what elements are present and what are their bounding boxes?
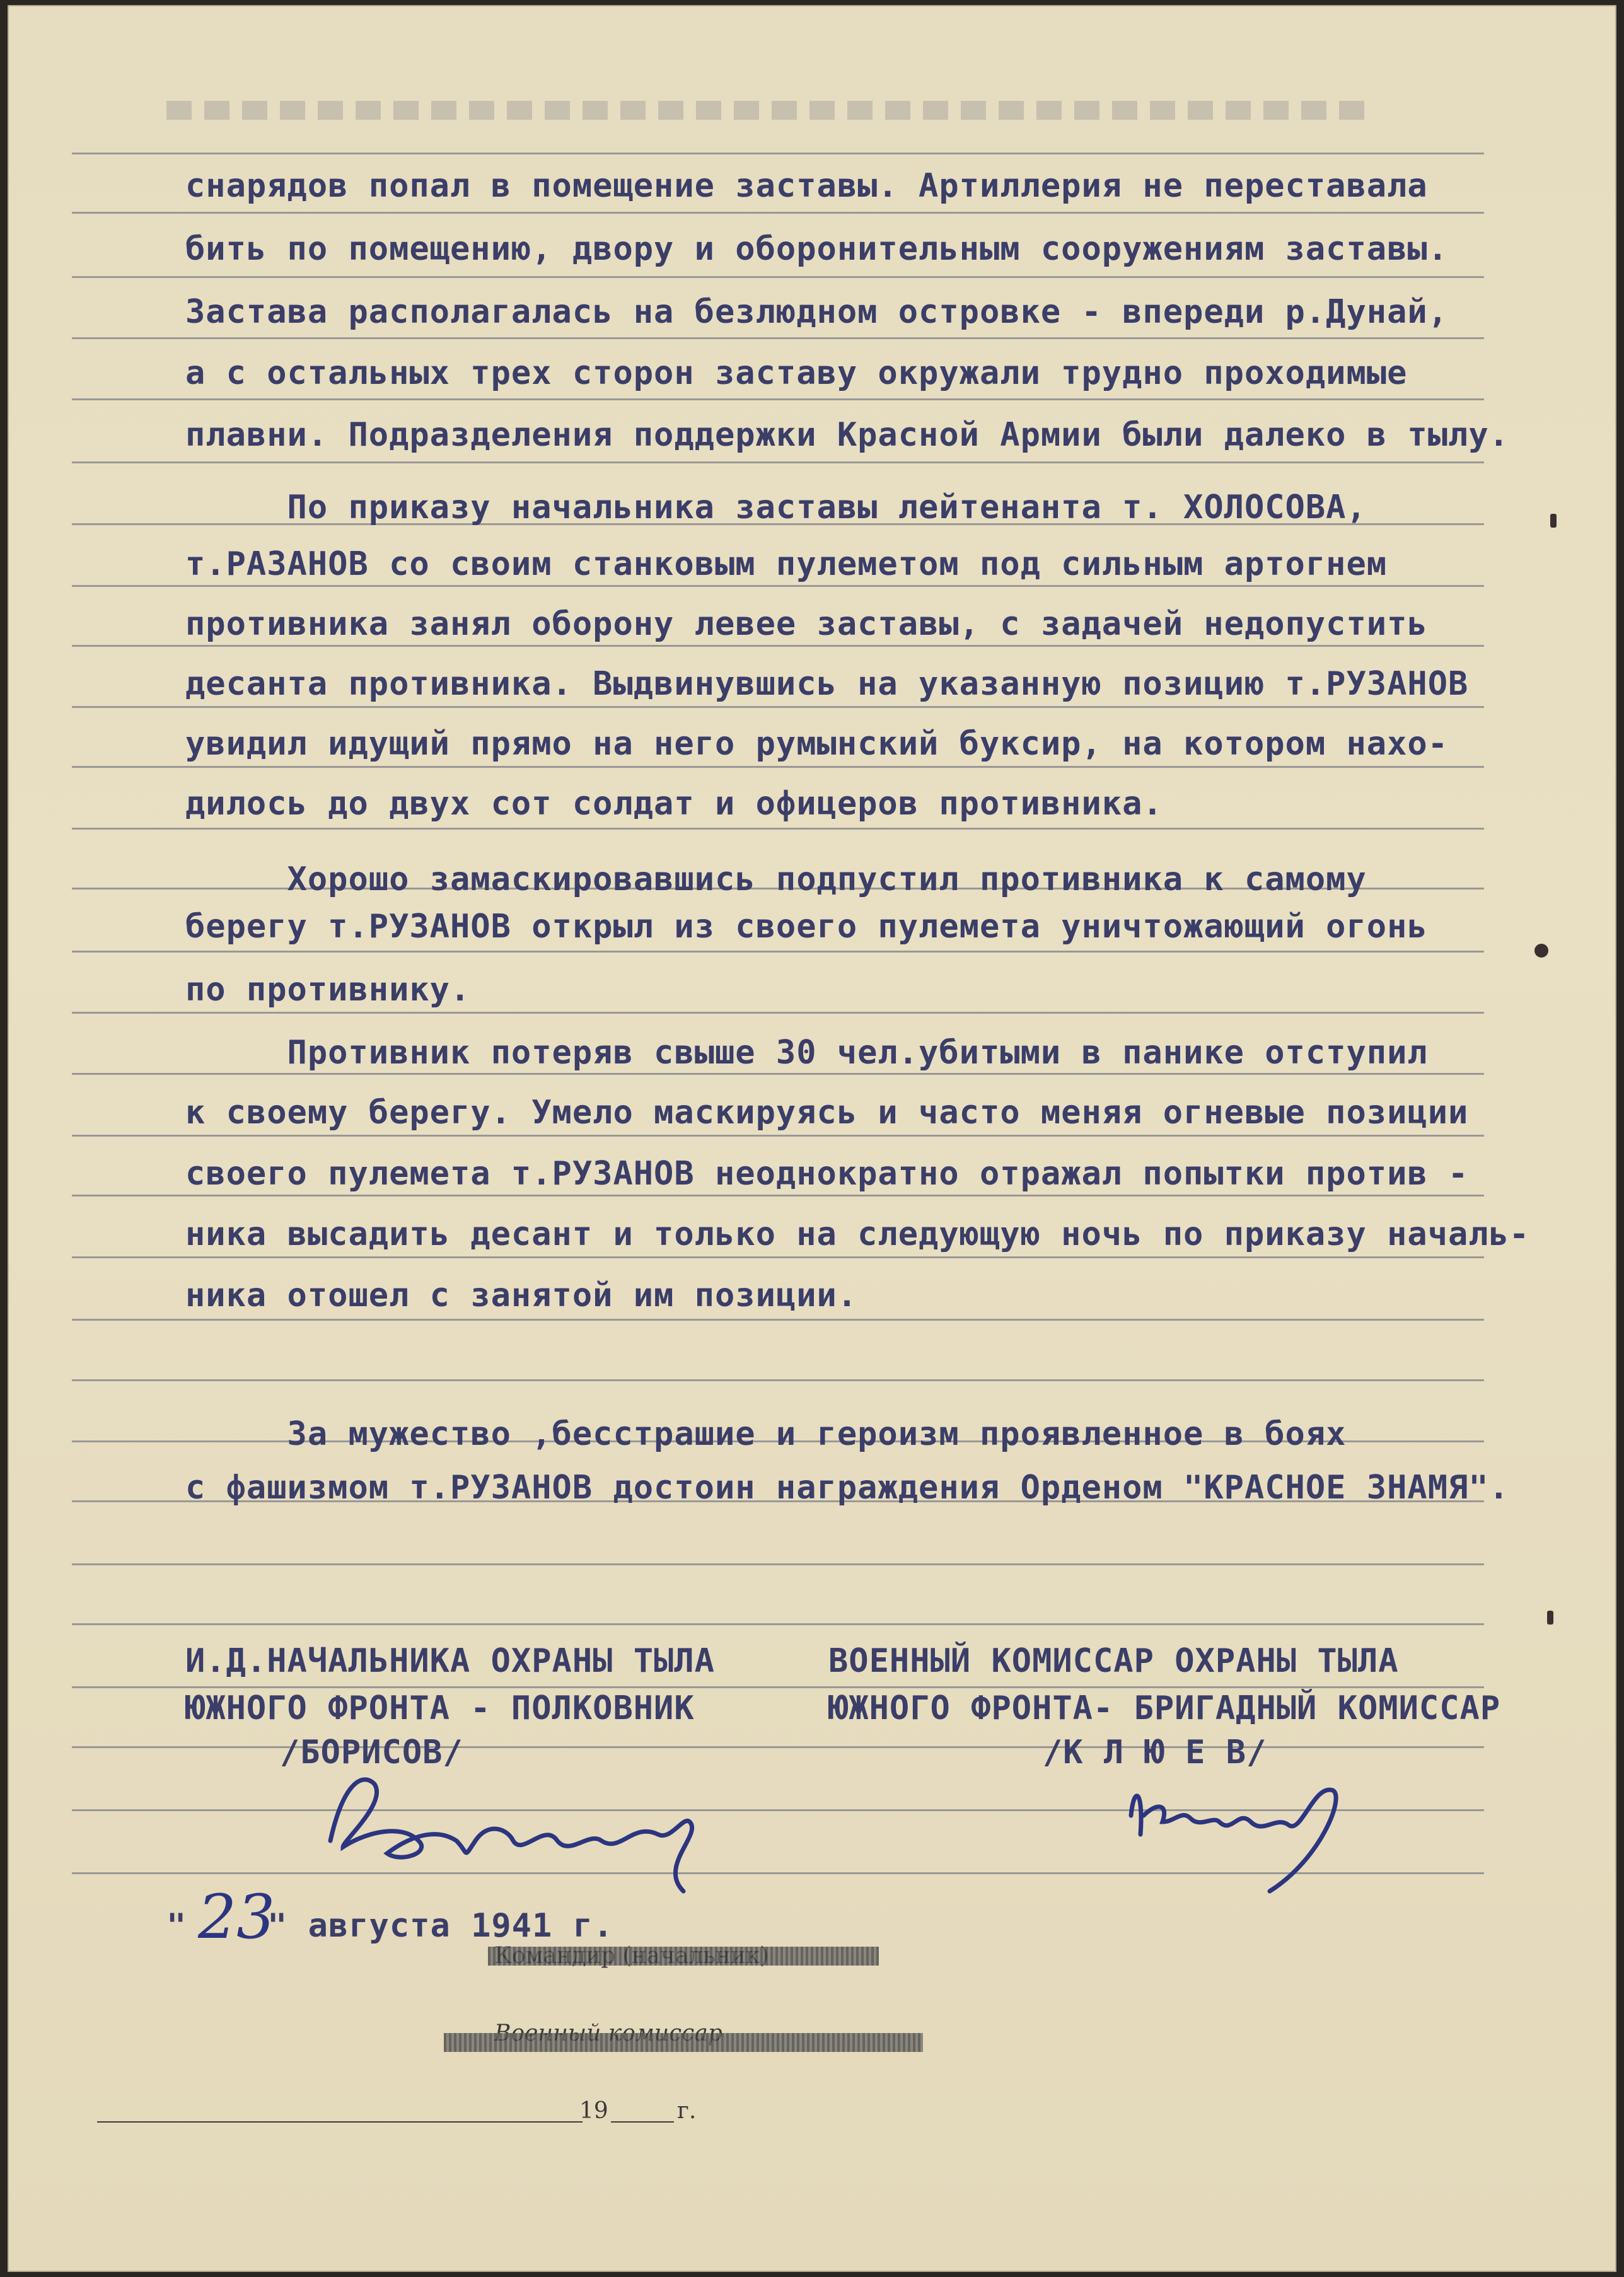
body-line: ника высадить десант и только на следующую ночь по приказу началь- xyxy=(185,1215,1530,1253)
date-blank-year: 19 xyxy=(579,2098,608,2124)
right-signatory-title: ЮЖНОГО ФРОНТА- БРИГАДНЫЙ КОМИССАР xyxy=(828,1689,1501,1727)
rule-line xyxy=(72,1379,1484,1381)
rule-line xyxy=(72,1256,1484,1258)
rule-line xyxy=(72,706,1484,708)
rule-line xyxy=(72,153,1484,154)
body-line: Хорошо замаскировавшись подпустил противника к самому xyxy=(185,860,1367,898)
overtype-strike xyxy=(444,2033,923,2052)
handwritten-signature-left xyxy=(305,1746,746,1898)
rule-line xyxy=(72,1135,1484,1137)
rule-line xyxy=(72,398,1484,400)
body-line: ника отошел с занятой им позиции. xyxy=(185,1277,858,1314)
body-line: к своему берегу. Умело маскируясь и часто меняя огневые позиции xyxy=(185,1094,1469,1132)
date-blank-suffix: г. xyxy=(677,2098,697,2124)
rule-line xyxy=(72,645,1484,647)
rule-line xyxy=(72,1073,1484,1075)
date-blank-line xyxy=(611,2121,674,2123)
body-line: увидил идущий прямо на него румынский буксир, на котором нахо- xyxy=(185,725,1449,763)
date-quote: " xyxy=(166,1907,187,1945)
rule-line xyxy=(72,1563,1484,1565)
body-line: с фашизмом т.РУЗАНОВ достоин награждения Орденом "КРАСНОЕ ЗНАМЯ". xyxy=(185,1469,1509,1507)
body-line: Застава располагалась на безлюдном островке - впереди р.Дунай, xyxy=(185,293,1449,331)
rule-line xyxy=(72,951,1484,953)
body-line: десанта противника. Выдвинувшись на указанную позицию т.РУЗАНОВ xyxy=(185,665,1469,703)
date-day-handwritten: 23 xyxy=(198,1882,276,1952)
body-line: своего пулемета т.РУЗАНОВ неоднократно отражал попытки против - xyxy=(185,1155,1469,1193)
rule-line xyxy=(72,1195,1484,1196)
body-line: дилось до двух сот солдат и офицеров противника. xyxy=(185,785,1163,823)
body-line: берегу т.РУЗАНОВ открыл из своего пулемета уничтожающий огонь xyxy=(185,908,1428,946)
body-line: Противник потеряв свыше 30 чел.убитыми в панике отступил xyxy=(185,1034,1428,1072)
date-month-year: " августа 1941 г. xyxy=(267,1907,614,1945)
right-signatory-title: ВОЕННЫЙ КОМИССАР ОХРАНЫ ТЫЛА xyxy=(828,1642,1399,1680)
body-line: по противнику. xyxy=(185,971,471,1009)
left-signatory-title: И.Д.НАЧАЛЬНИКА ОХРАНЫ ТЫЛА xyxy=(185,1642,715,1680)
rule-line xyxy=(72,212,1484,214)
punch-mark xyxy=(1534,944,1548,958)
body-line: снарядов попал в помещение заставы. Артиллерия не переставала xyxy=(185,167,1428,205)
document-page xyxy=(8,5,1616,2272)
rule-line xyxy=(72,1319,1484,1321)
rule-line xyxy=(72,1623,1484,1625)
rule-line xyxy=(72,1686,1484,1688)
body-line: противника занял оборону левее заставы, с задачей недопустить xyxy=(185,605,1428,643)
left-signatory-name: /БОРИСОВ/ xyxy=(280,1734,463,1771)
punch-mark xyxy=(1547,1611,1553,1625)
rule-line xyxy=(72,276,1484,278)
body-line: плавни. Подразделения поддержки Красной Армии были далеко в тылу. xyxy=(185,416,1509,454)
rule-line xyxy=(72,828,1484,830)
body-line: По приказу начальника заставы лейтенанта т. ХОЛОСОВА, xyxy=(185,489,1367,526)
rule-line xyxy=(72,1012,1484,1014)
body-line: За мужество ,бесстрашие и героизм проявленное в боях xyxy=(185,1415,1347,1453)
rule-line xyxy=(72,766,1484,768)
overtype-strike xyxy=(488,1947,879,1966)
date-blank-line xyxy=(97,2121,583,2123)
punch-mark xyxy=(1550,514,1557,528)
left-signatory-title: ЮЖНОГО ФРОНТА - ПОЛКОВНИК xyxy=(185,1689,695,1727)
rule-line xyxy=(72,461,1484,463)
faded-previous-line xyxy=(166,101,1364,120)
body-line: т.РАЗАНОВ со своим станковым пулеметом под сильным артогнем xyxy=(185,545,1388,583)
body-line: а с остальных трех сторон заставу окружали трудно проходимые xyxy=(185,354,1408,392)
body-line: бить по помещению, двору и оборонительным сооружениям заставы. xyxy=(185,230,1449,268)
right-signatory-name: /К Л Ю Е В/ xyxy=(1043,1734,1267,1771)
rule-line xyxy=(72,585,1484,587)
rule-line xyxy=(72,337,1484,339)
handwritten-signature-right xyxy=(1106,1746,1421,1898)
